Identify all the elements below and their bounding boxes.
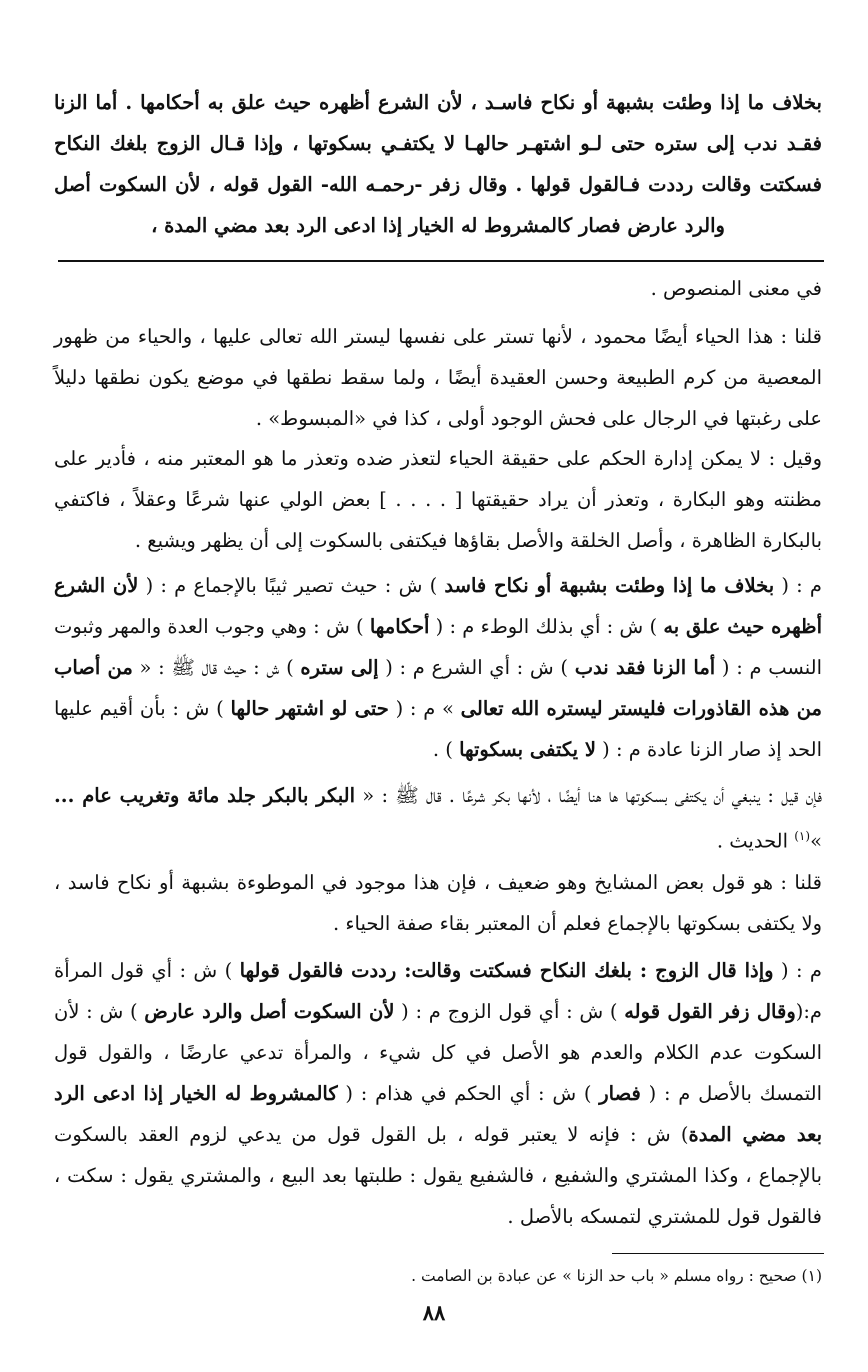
sharh-paragraph-3: قلنا : هو قول بعض المشايخ وهو ضعيف ، فإن هذا موجود في الموطوءة بشبهة أو نكاح فاسد ، ولا يكتفى بسكوتها بالإجماع فعلم أن المعتبر بقاء صفة الحياء . [54,871,822,935]
quoted-matn: وإذا قال الزوج : بلغك النكاح فسكتت وقالت: رددت فالقول قولها [239,959,774,982]
section-divider [58,260,824,262]
plain-text: ) ش : أي الحكم في هذام : ( [337,1082,600,1105]
quoted-matn: بخلاف ما إذا وطئت بشبهة أو نكاح فاسد [444,574,775,597]
quoted-matn: لا يكتفى بسكوتها [459,738,596,761]
commentary-paragraph-3: وقيل : لا يمكن إدارة الحكم على حقيقة الحياء لتعذر ضده وتعذر ما هو المعتبر منه ، فأدير على مظنته وهو البكارة ، وتعذر أن يراد حقيقتها [ . . . . ] بعض الولي عنها شرعًا وعقلاً ، فاكتفي بالبكارة الظاهرة ، وأصل الخلقة والأصل بقاؤها فيكتفى بالسكوت إلى أن يظهر ويشيع . [54,447,822,552]
plain-text: ) ش : أي قول المرأة م:( [54,959,823,1023]
plain-text: » [810,829,822,853]
plain-text: ) ش : فإنه لا يعتبر قوله ، بل القول قول من يدعي لزوم العقد بالسكوت بالإجماع ، وكذا المشتري والشفيع ، فالشفيع يقول : طلبتها بعد البيع ، والمشتري يقول : سكت ، فالقول قول للمشتري لتمسكه بالأصل . [54,1123,822,1228]
quoted-matn: إلى ستره [300,656,379,679]
plain-text: ) ش : حيث قال ﷺ : « [132,656,301,679]
quoted-matn: أما الزنا فقد ندب [574,656,716,679]
quoted-matn: لأن السكوت أصل والرد عارض [144,1000,395,1023]
hadith-quote: من أصاب من هذه القاذورات فليستر ليستره الله تعالى [54,656,822,720]
quoted-matn: أحكامها [369,615,430,638]
plain-text: الحديث . [716,829,795,853]
footnote: (١) صحيح : رواه مسلم « باب حد الزنا » عن عبادة بن الصامت . [411,1267,822,1285]
footnote-reference: (١) [794,829,811,843]
footnote-divider [612,1253,824,1254]
sharh-paragraph-4 [54,950,822,1237]
quoted-matn: لأن الشرع أظهره حيث علق به [54,574,822,638]
hadith-quote: البكر بالبكر جلد مائة وتغريب عام ... [54,784,356,807]
sharh-paragraph-1 [54,565,822,770]
plain-text: فإن قيل : ينبغي أن يكتفى بسكوتها ها هنا أيضًا ، لأنها بكر شرعًا . قال ﷺ : « [355,784,822,807]
sharh-paragraph-2 [54,775,822,862]
plain-text: ) ش : أي قول الزوج م : ( [394,1000,625,1023]
plain-text: م : ( [774,574,823,597]
quoted-matn: حتى لو اشتهر حالها [230,697,389,720]
quoted-matn: وقال زفر القول قوله [624,1000,796,1023]
plain-text: ) ش : وهي وجوب العدة والمهر وثبوت النسب م : ( [54,615,822,679]
plain-text: ) ش : حيث تصير ثيبًا بالإجماع م : ( [138,574,445,597]
plain-text: ) ش : أي بذلك الوطء م : ( [429,615,664,638]
plain-text: م : ( [773,959,822,982]
commentary-paragraph-1: في معنى المنصوص . [650,277,822,300]
matn-text: بخلاف ما إذا وطئت بشبهة أو نكاح فاسـد ، لأن الشرع أظهره حيث علق به أحكامها . أما الزنا فقـد ندب إلى ستره حتى لـو اشتهـر حالهـا لا يكتفـي بسكوتها ، وإذا قـال الزوج بلغك النكاح فسكتت وقالت رددت فـالقول قولها . وقال زفر -رحمـه الله- القول قوله ، لأن السكوت أصل والرد عارض فصار كالمشروط له الخيار إذا ادعى الرد بعد مضي المدة ، [54,91,822,237]
plain-text: ) ش : بأن أقيم عليها الحد إذ صار الزنا عادة م : ( [54,697,822,761]
plain-text: ) ش : أي الشرع م : ( [378,656,575,679]
quoted-matn: كالمشروط له الخيار إذا ادعى الرد بعد مضي المدة [54,1082,822,1146]
plain-text: » م : ( [388,697,461,720]
page-number: ٨٨ [422,1300,446,1325]
plain-text: ) ش : لأن السكوت عدم الكلام والعدم هو الأصل في كل شيء ، والمرأة تدعي عارضًا ، والقول قول التمسك بالأصل م : ( [54,1000,822,1105]
quoted-matn: فصار [599,1082,641,1105]
commentary-paragraph-2: قلنا : هذا الحياء أيضًا محمود ، لأنها تستر على نفسها ليستر الله تعالى عليها ، والحياء من ظهور المعصية من كرم الطبيعة وحسن العقيدة أيضًا ، ولما سقط نطقها في موضع يكون نطقها دليلاً على رغبتها في الرجال على فحش الوجود أولى ، كذا في «المبسوط» . [54,325,822,430]
plain-text: ) . [432,738,460,761]
